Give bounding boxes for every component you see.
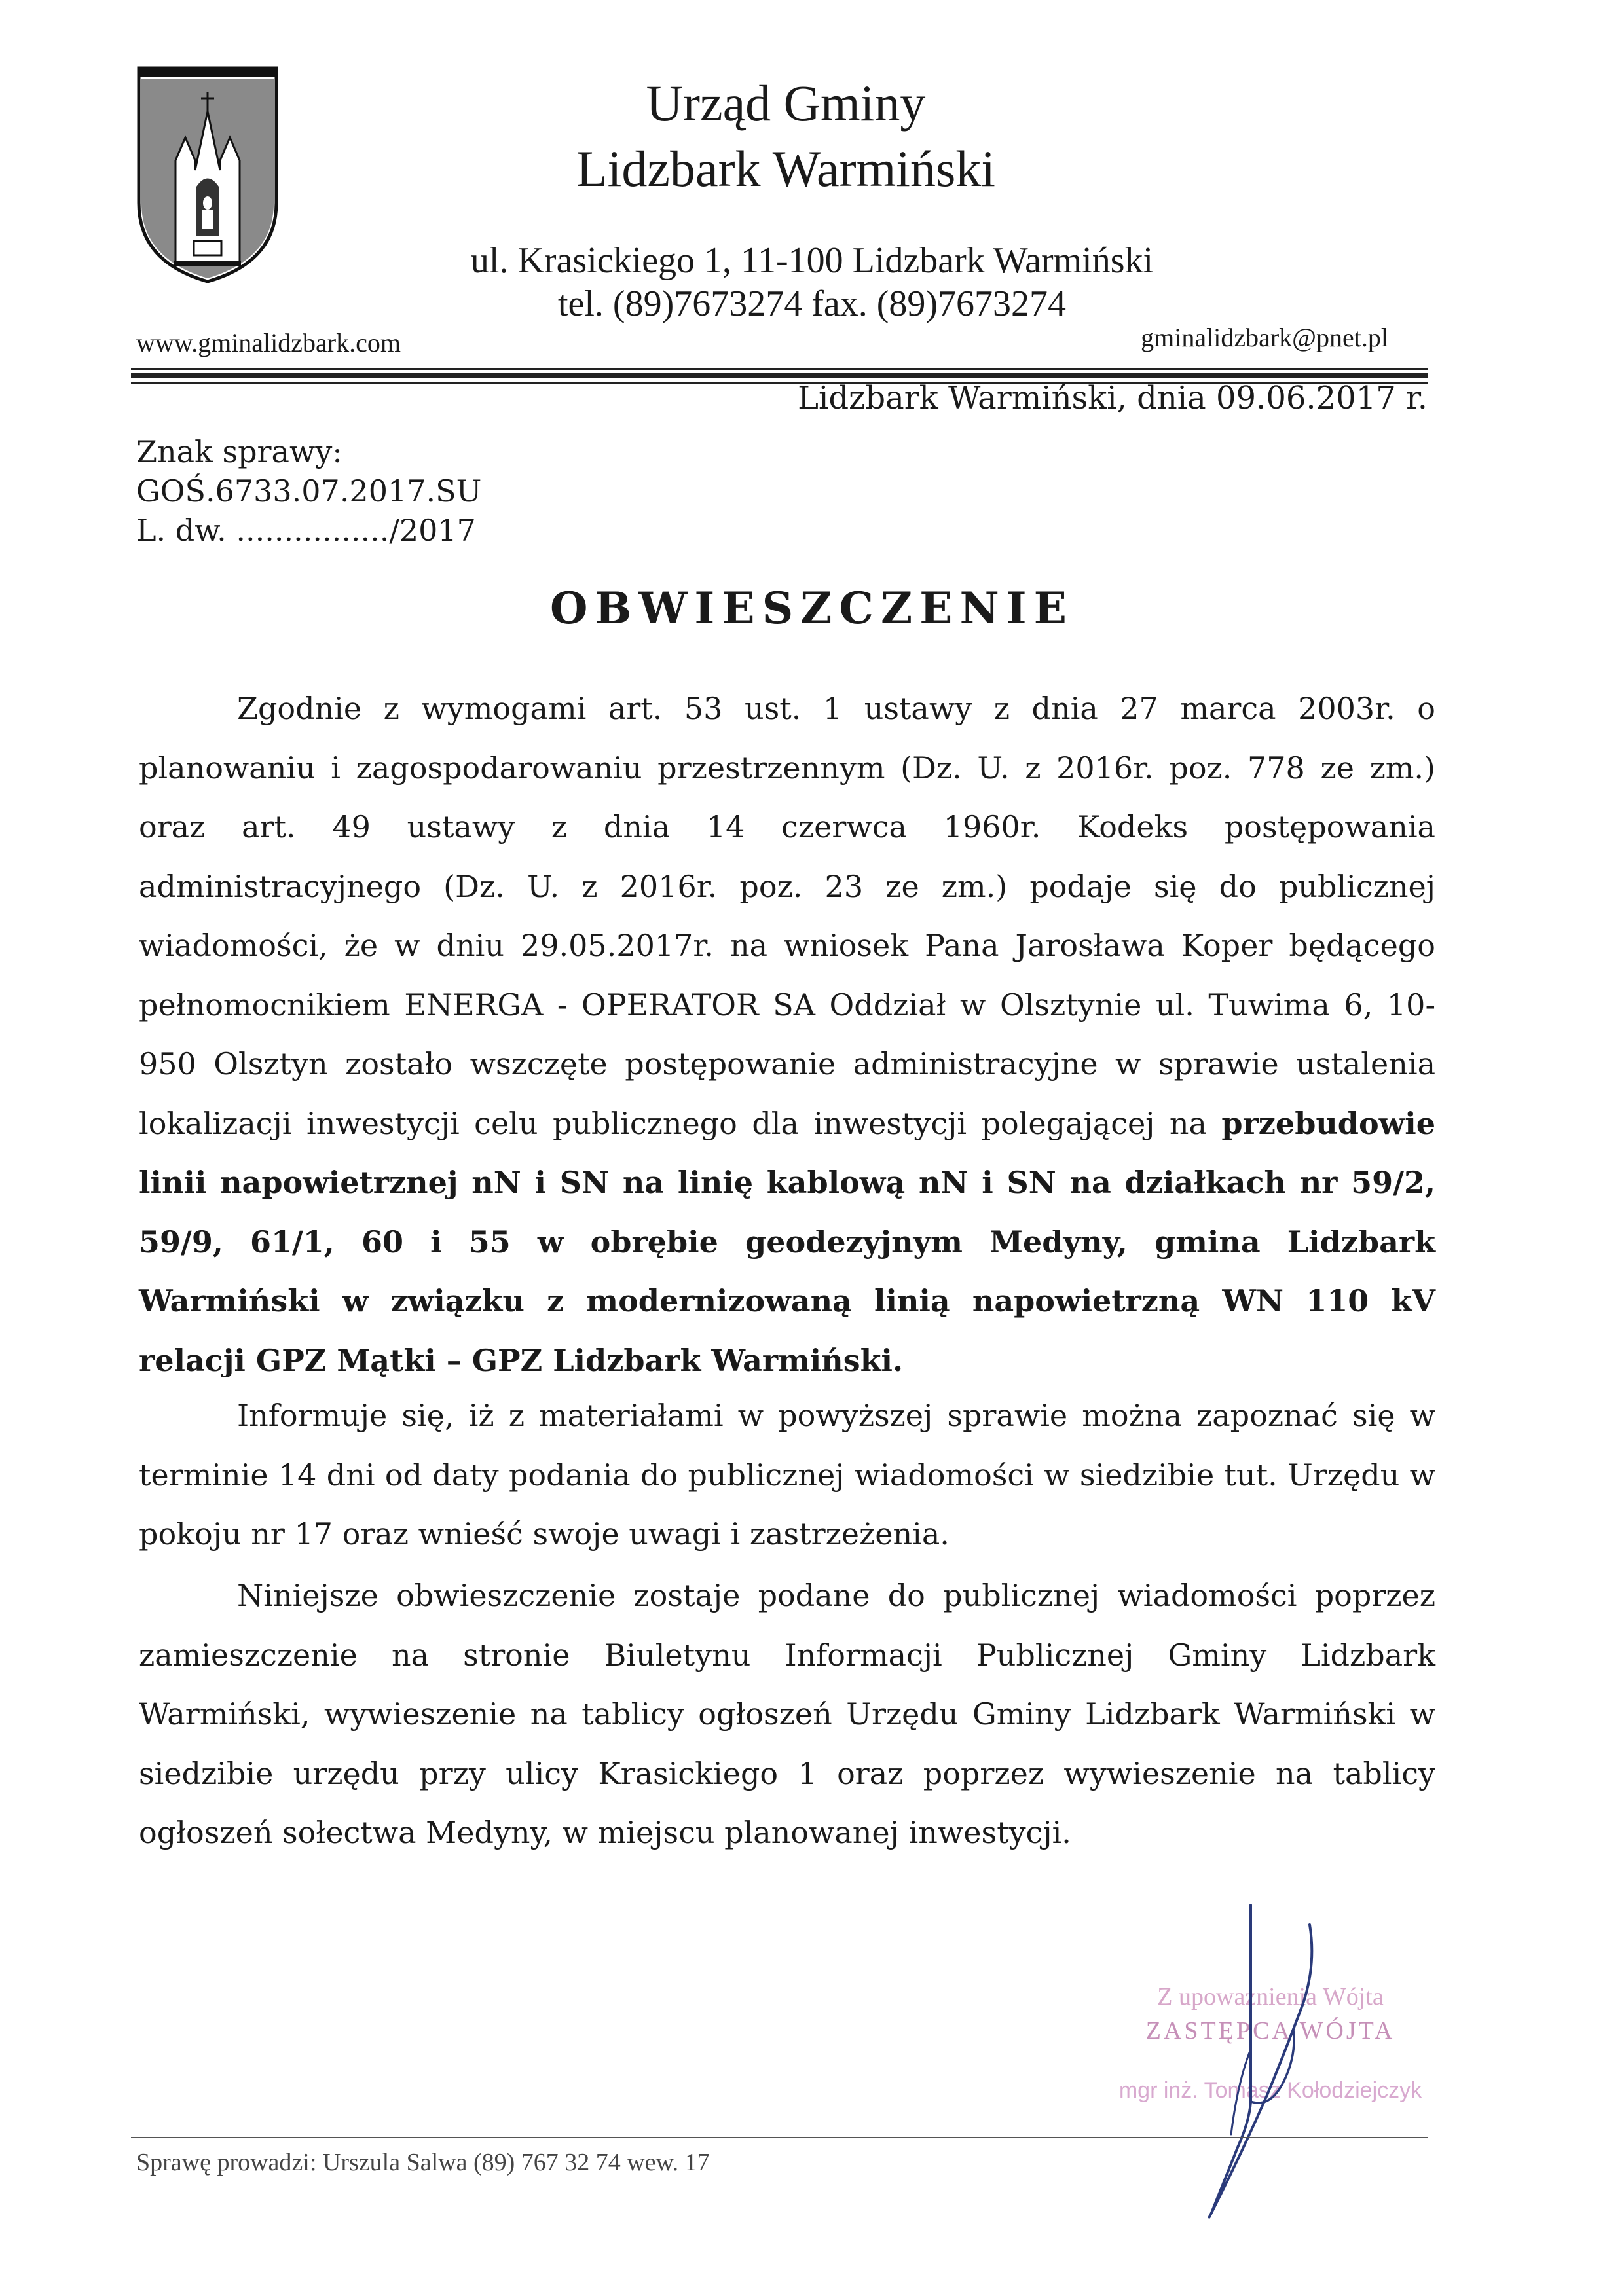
case-label: Znak sprawy: [136,434,342,469]
paragraph-3-text: Niniejsze obwieszczenie zostaje podane do publicznej wiadomości poprzez zamieszczenie na stronie Biuletynu Informacji Publicznej Gminy Lidzbark Warmiński, wywieszenie na tablicy ogłoszeń Urzędu Gminy Lidzbark Warmiński w siedzibie urzędu przy ulicy Krasickiego 1 oraz poprzez wywieszenie na tablicy ogłoszeń sołectwa Medyny, w miejscu planowanej inwestycji. [139,1578,1435,1850]
case-handler: Sprawę prowadzi: Urszula Salwa (89) 767 32 74 wew. 17 [136,2149,710,2176]
notice-title: OBWIESZCZENIE [550,583,1074,634]
office-name-line2: Lidzbark Warmiński [576,140,995,197]
signature-icon [1153,1886,1349,2226]
website-link[interactable]: www.gminalidzbark.com [136,328,401,357]
case-number: GOŚ.6733.07.2017.SU [136,473,482,509]
office-name-line1: Urząd Gminy [646,75,926,132]
stamp-line1: Z upoważnienia Wójta [1157,1983,1384,2011]
paragraph-3 [139,1566,1435,1863]
address: ul. Krasickiego 1, 11-100 Lidzbark Warmiński [470,240,1154,281]
office-name [458,71,1113,202]
stamp-line3: mgr inż. Tomasz Kołodziejczyk [1118,2078,1422,2103]
footer-divider [131,2137,1428,2138]
paragraph-2-text: Informuje się, iż z materiałami w powyższej sprawie można zapoznać się w terminie 14 dni od daty podania do publicznej wiadomości w siedzibie tut. Urzędu w pokoju nr 17 oraz wnieść swoje uwagi i zastrzeżenia. [139,1398,1435,1552]
coat-of-arms-icon [136,65,279,285]
place-date: Lidzbark Warmiński, dnia 09.06.2017 r. [798,380,1428,416]
case-reference [136,432,481,550]
stamp-line2: ZASTĘPCA WÓJTA [1145,2017,1395,2045]
paragraph-1-bold-text: przebudowie linii napowietrznej nN i SN na linię kablową nN i SN na działkach nr 59/2, 59/9, 61/1, 60 i 55 w obrębie geodezyjnym Medyny, gmina Lidzbark Warmiński w związku z modernizowaną linią napowietrzną WN 110 kV relacji GPZ Mątki – GPZ Lidzbark Warmiński. [139,1105,1435,1378]
paragraph-1-text: Zgodnie z wymogami art. 53 ust. 1 ustawy z dnia 27 marca 2003r. o planowaniu i zagospodarowaniu przestrzennym (Dz. U. z 2016r. poz. 778 ze zm.) oraz art. 49 ustawy z dnia 14 czerwca 1960r. Kodeks postępowania administracyjnego (Dz. U. z 2016r. poz. 23 ze zm.) podaje się do publicznej wiadomości, że w dniu 29.05.2017r. na wniosek Pana Jarosława Koper będącego pełnomocnikiem ENERGA - OPERATOR SA Oddział w Olsztynie ul. Tuwima 6, 10-950 Olsztyn zostało wszczęte postępowanie administracyjne w sprawie ustalenia lokalizacji inwestycji celu publicznego dla inwestycji polegającej na [139,691,1435,1141]
paragraph-1 [139,679,1435,1390]
case-ldw: L. dw. ................/2017 [136,513,476,548]
header-divider [131,368,1428,370]
email-link[interactable]: gminalidzbark@pnet.pl [1141,323,1388,352]
paragraph-2 [139,1386,1435,1564]
phone-fax: tel. (89)7673274 fax. (89)7673274 [557,283,1067,324]
address-block [354,239,1270,325]
